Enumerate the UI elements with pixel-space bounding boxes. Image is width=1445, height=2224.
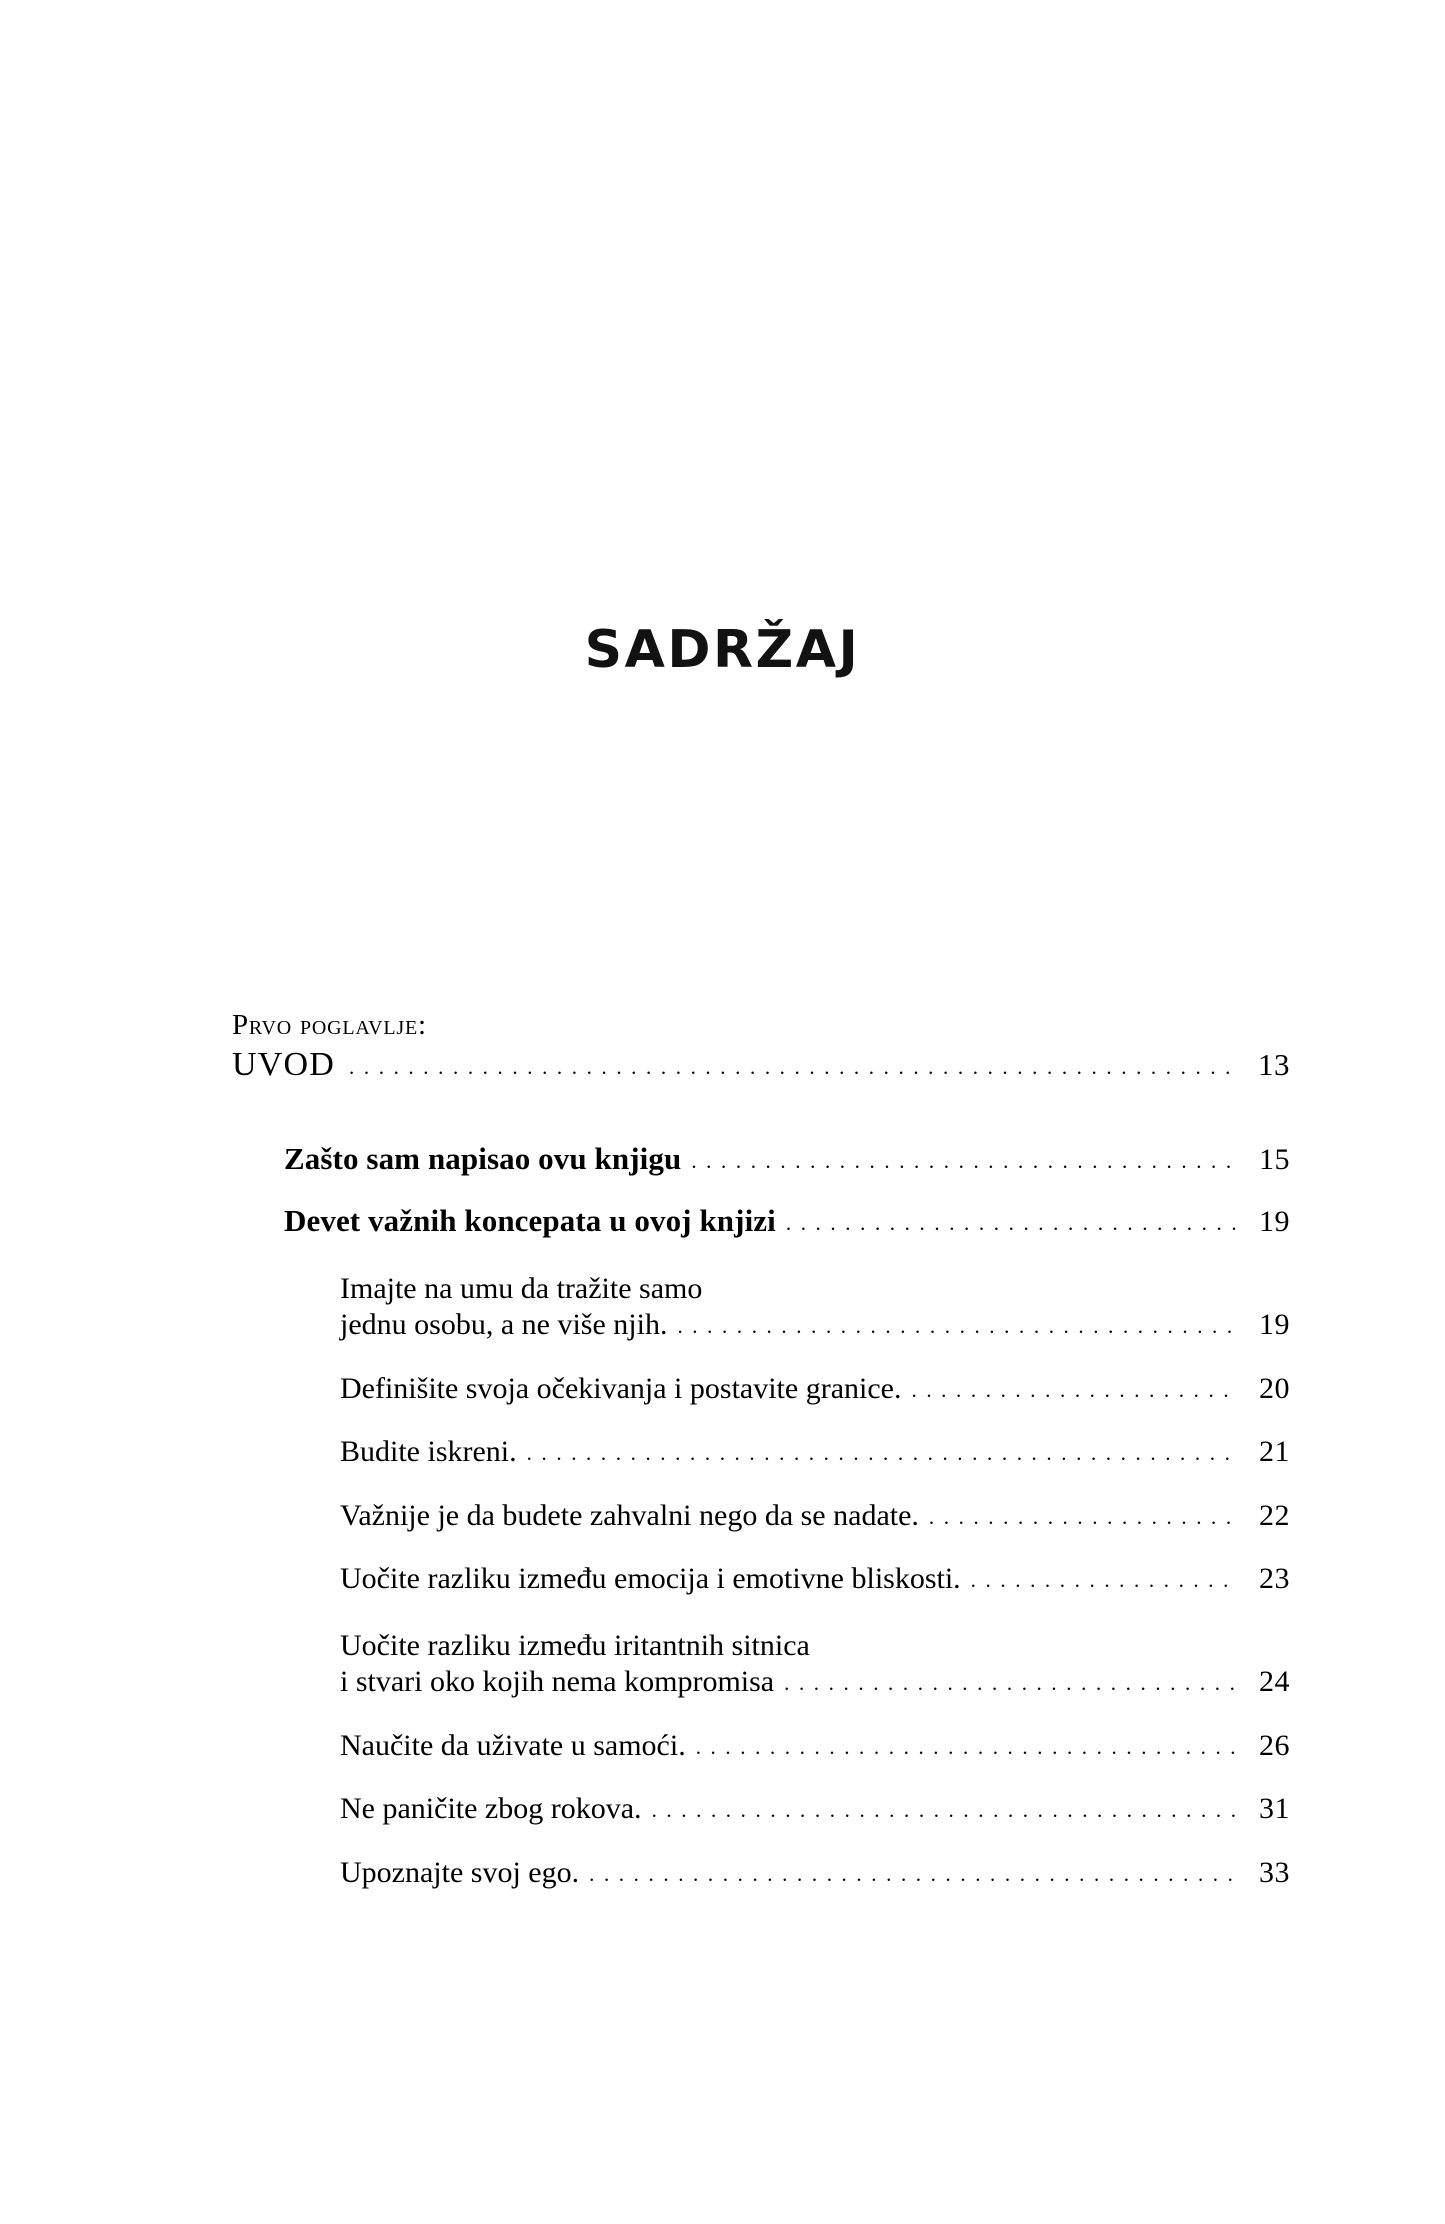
toc-entry-page-number: 24 [1259, 1665, 1290, 1699]
leader-dots [929, 1507, 1236, 1528]
leader-dots [527, 1443, 1236, 1464]
toc-entry-label: Važnije je da budete zahvalni nego da se nadate. [340, 1498, 919, 1532]
toc-entry-label: jednu osobu, a ne više njih. [340, 1308, 668, 1342]
toc-entry[interactable] [340, 1762, 1290, 1826]
toc-chapter-label: UVOD [232, 1046, 336, 1084]
toc-entry-label: Devet važnih koncepata u ovoj knjizi [284, 1203, 776, 1239]
toc-entry-row[interactable] [284, 1142, 1290, 1177]
toc-entry-row[interactable] [340, 1562, 1290, 1596]
toc-entry-page-number: 20 [1259, 1371, 1290, 1405]
toc-entry-page-number: 19 [1259, 1308, 1290, 1342]
toc-entry-page-number: 15 [1259, 1142, 1290, 1176]
toc-entry[interactable] [340, 1469, 1290, 1533]
toc-entry-list [232, 1114, 1290, 1890]
toc-entry-page-number: 31 [1259, 1792, 1290, 1826]
leader-dots [911, 1380, 1236, 1401]
leader-dots [784, 1673, 1236, 1694]
toc-entry-page-number: 23 [1259, 1562, 1290, 1596]
toc-entry-page-number: 21 [1259, 1435, 1290, 1469]
toc-entry-label: i stvari oko kojih nema kompromisa [340, 1665, 775, 1699]
toc-entry-label: Zašto sam napisao ovu knjigu [284, 1140, 682, 1176]
toc-entry-row[interactable] [284, 1204, 1290, 1239]
toc-entry[interactable] [284, 1176, 1290, 1239]
leader-dots [349, 1057, 1236, 1078]
toc-chapter-kicker: Prvo poglavlje: [232, 1009, 427, 1041]
toc-entry-label: Ne paničite zbog rokova. [340, 1792, 642, 1826]
toc-entry[interactable] [340, 1405, 1290, 1469]
toc-entry-row[interactable] [340, 1499, 1290, 1533]
toc-entry[interactable] [340, 1826, 1290, 1890]
leader-dots [971, 1570, 1236, 1591]
toc-entry-row[interactable] [340, 1372, 1290, 1406]
leader-dots [652, 1800, 1236, 1821]
leader-dots [589, 1864, 1236, 1885]
toc-entry-label: Naučite da uživate u samoći. [340, 1728, 686, 1762]
toc-entry-label: Definišite svoja očekivanja i postavite granice. [340, 1371, 902, 1405]
leader-dots [691, 1151, 1236, 1172]
toc-entry-row[interactable] [340, 1665, 1290, 1699]
toc-entry-row[interactable] [340, 1435, 1290, 1469]
toc-chapter-page-number: 13 [1258, 1047, 1290, 1083]
toc-entry-page-number: 22 [1259, 1498, 1290, 1532]
toc-chapter-block [232, 1008, 1290, 1084]
toc-entry-row[interactable] [340, 1729, 1290, 1763]
toc-entry[interactable] [340, 1239, 1290, 1342]
toc-entry-label: Uočite razliku između emocija i emotivne bliskosti. [340, 1562, 961, 1596]
table-of-contents [232, 1008, 1290, 1889]
toc-entry-page-number: 33 [1259, 1855, 1290, 1889]
toc-entry[interactable] [284, 1114, 1290, 1177]
toc-entry[interactable] [340, 1699, 1290, 1763]
toc-entry-page-number: 26 [1259, 1728, 1290, 1762]
toc-entry-row[interactable] [340, 1308, 1290, 1342]
toc-entry-label: Upoznajte svoj ego. [340, 1855, 580, 1889]
toc-entry-first-line: Uočite razliku između iritantnih sitnica [340, 1629, 810, 1663]
leader-dots [696, 1737, 1236, 1758]
toc-entry[interactable] [340, 1596, 1290, 1699]
toc-entry[interactable] [340, 1342, 1290, 1406]
toc-entry[interactable] [340, 1532, 1290, 1596]
toc-entry-row[interactable] [340, 1856, 1290, 1890]
toc-chapter-row[interactable] [232, 1046, 1290, 1083]
leader-dots [677, 1316, 1236, 1337]
page-title: SADRŽAJ [584, 620, 861, 680]
toc-entry-row[interactable] [340, 1792, 1290, 1826]
toc-entry-label: Budite iskreni. [340, 1435, 517, 1469]
leader-dots [786, 1213, 1236, 1234]
toc-entry-first-line: Imajte na umu da tražite samo [340, 1272, 703, 1306]
toc-entry-page-number: 19 [1259, 1205, 1290, 1239]
